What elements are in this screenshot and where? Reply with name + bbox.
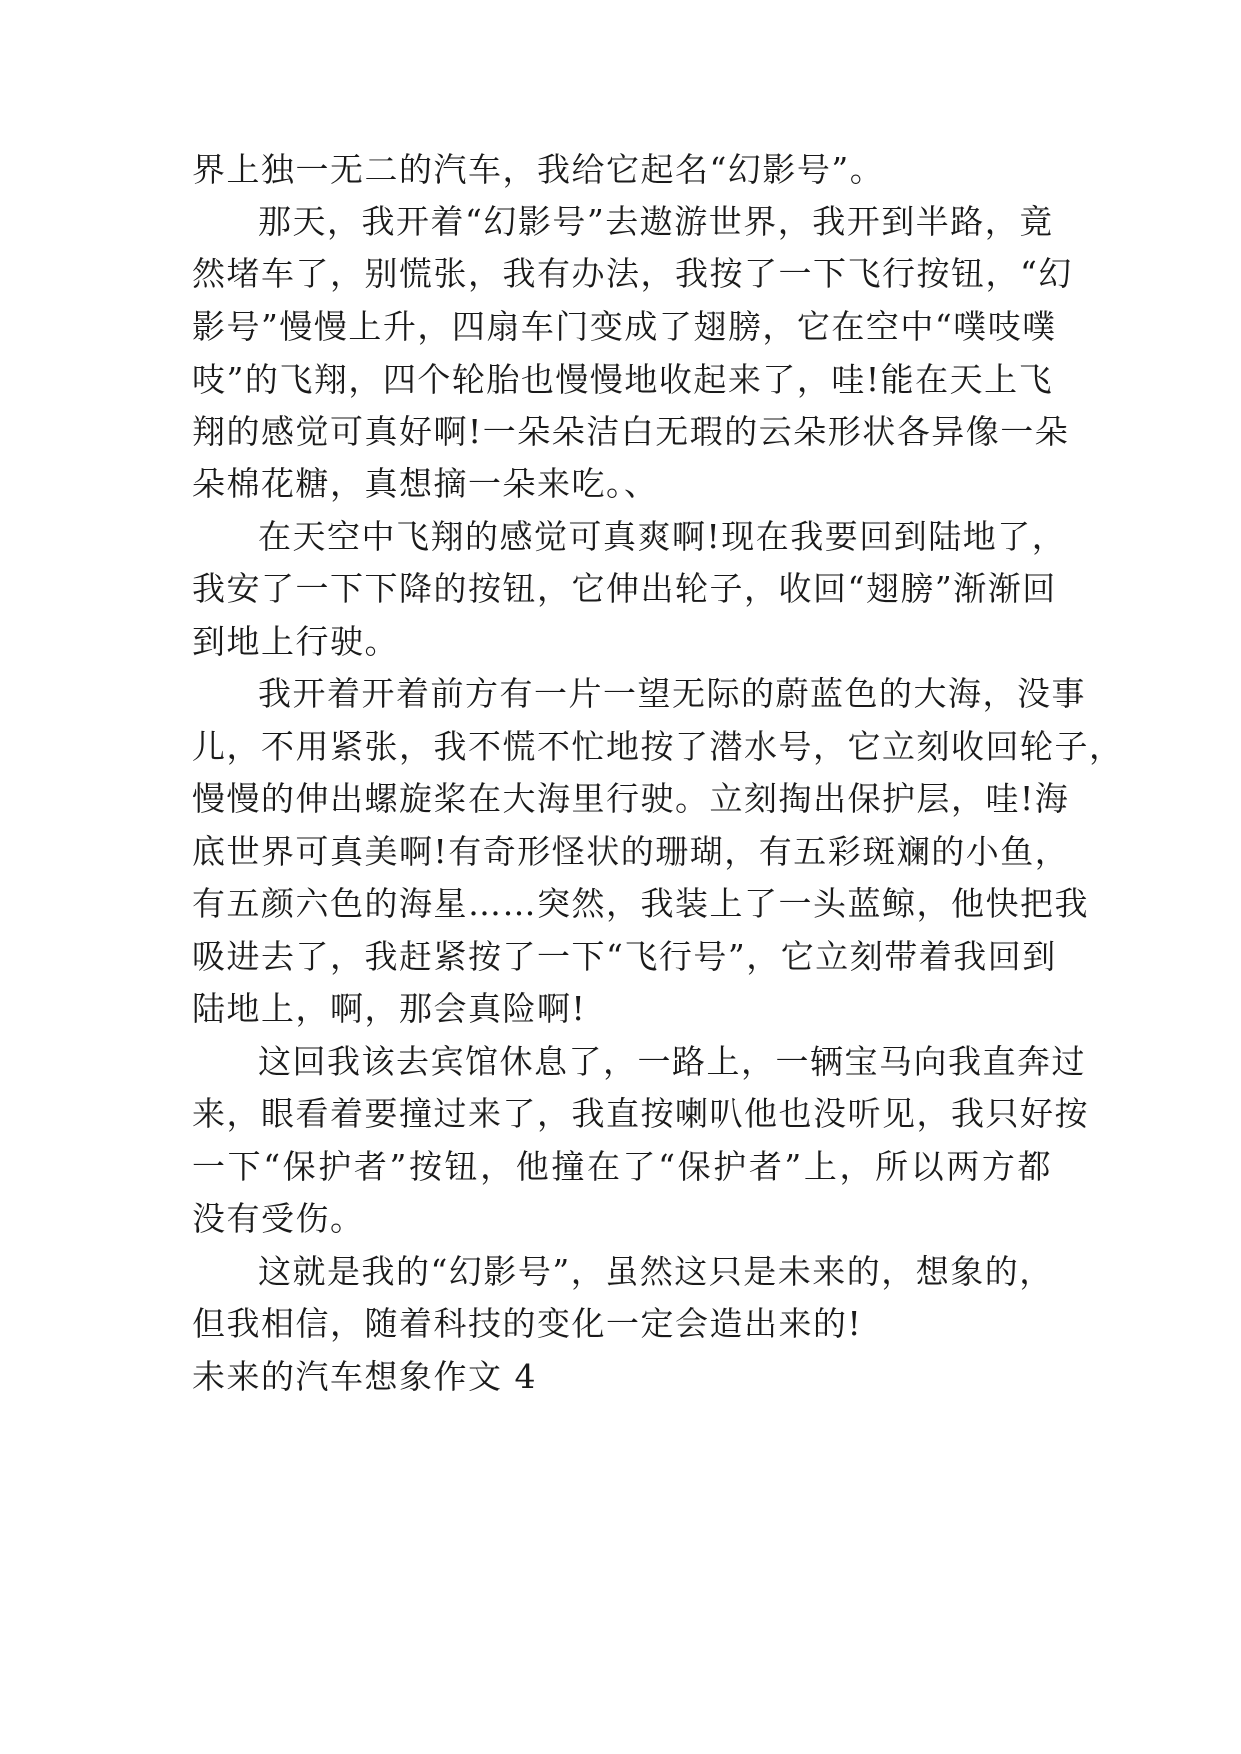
- text-line: 吸进去了，我赶紧按了一下“飞行号”，它立刻带着我回到: [192, 937, 1057, 976]
- text-line: 有五颜六色的海星……突然，我装上了一头蓝鲸，他快把我: [192, 884, 1089, 923]
- paragraph-first-line: 这回我该去宾馆休息了，一路上，一辆宝马向我直奔过: [258, 1042, 1086, 1081]
- text-line: 吱”的飞翔，四个轮胎也慢慢地收起来了，哇!能在天上飞: [192, 360, 1054, 399]
- text-line: 朵棉花糖，真想摘一朵来吃。、: [192, 464, 659, 503]
- text-line: 翔的感觉可真好啊!一朵朵洁白无瑕的云朵形状各异像一朵: [192, 412, 1070, 451]
- text-line: 来，眼看着要撞过来了，我直按喇叭他也没听见，我只好按: [192, 1094, 1089, 1133]
- text-line: 到地上行驶。: [192, 622, 399, 661]
- section-title: 未来的汽车想象作文 4: [192, 1357, 537, 1396]
- paragraph-first-line: 在天空中飞翔的感觉可真爽啊!现在我要回到陆地了，: [258, 517, 1067, 556]
- text-line: 底世界可真美啊!有奇形怪状的珊瑚，有五彩斑斓的小鱼，: [192, 832, 1070, 871]
- paragraph-first-line: 我开着开着前方有一片一望无际的蔚蓝色的大海，没事: [258, 674, 1086, 713]
- text-line: 界上独一无二的汽车，我给它起名“幻影号”。: [192, 150, 885, 189]
- paragraph-first-line: 这就是我的“幻影号”，虽然这只是未来的，想象的，: [258, 1252, 1054, 1291]
- text-line: 但我相信，随着科技的变化一定会造出来的!: [192, 1304, 863, 1343]
- paragraph-first-line: 那天，我开着“幻影号”去遨游世界，我开到半路，竟: [258, 202, 1054, 241]
- text-line: 一下“保护者”按钮，他撞在了“保护者”上，所以两方都: [192, 1147, 1052, 1186]
- text-line: 慢慢的伸出螺旋桨在大海里行驶。立刻掏出保护层，哇!海: [192, 779, 1070, 818]
- text-line: 影号”慢慢上升，四扇车门变成了翅膀，它在空中“噗吱噗: [192, 307, 1057, 346]
- text-line: 陆地上，啊，那会真险啊!: [192, 989, 587, 1028]
- text-line: 儿，不用紧张，我不慌不忙地按了潜水号，它立刻收回轮子，: [192, 727, 1124, 766]
- text-line: 然堵车了，别慌张，我有办法，我按了一下飞行按钮，“幻: [192, 254, 1073, 293]
- text-line: 没有受伤。: [192, 1199, 365, 1238]
- text-line: 我安了一下下降的按钮，它伸出轮子，收回“翅膀”渐渐回: [192, 569, 1057, 608]
